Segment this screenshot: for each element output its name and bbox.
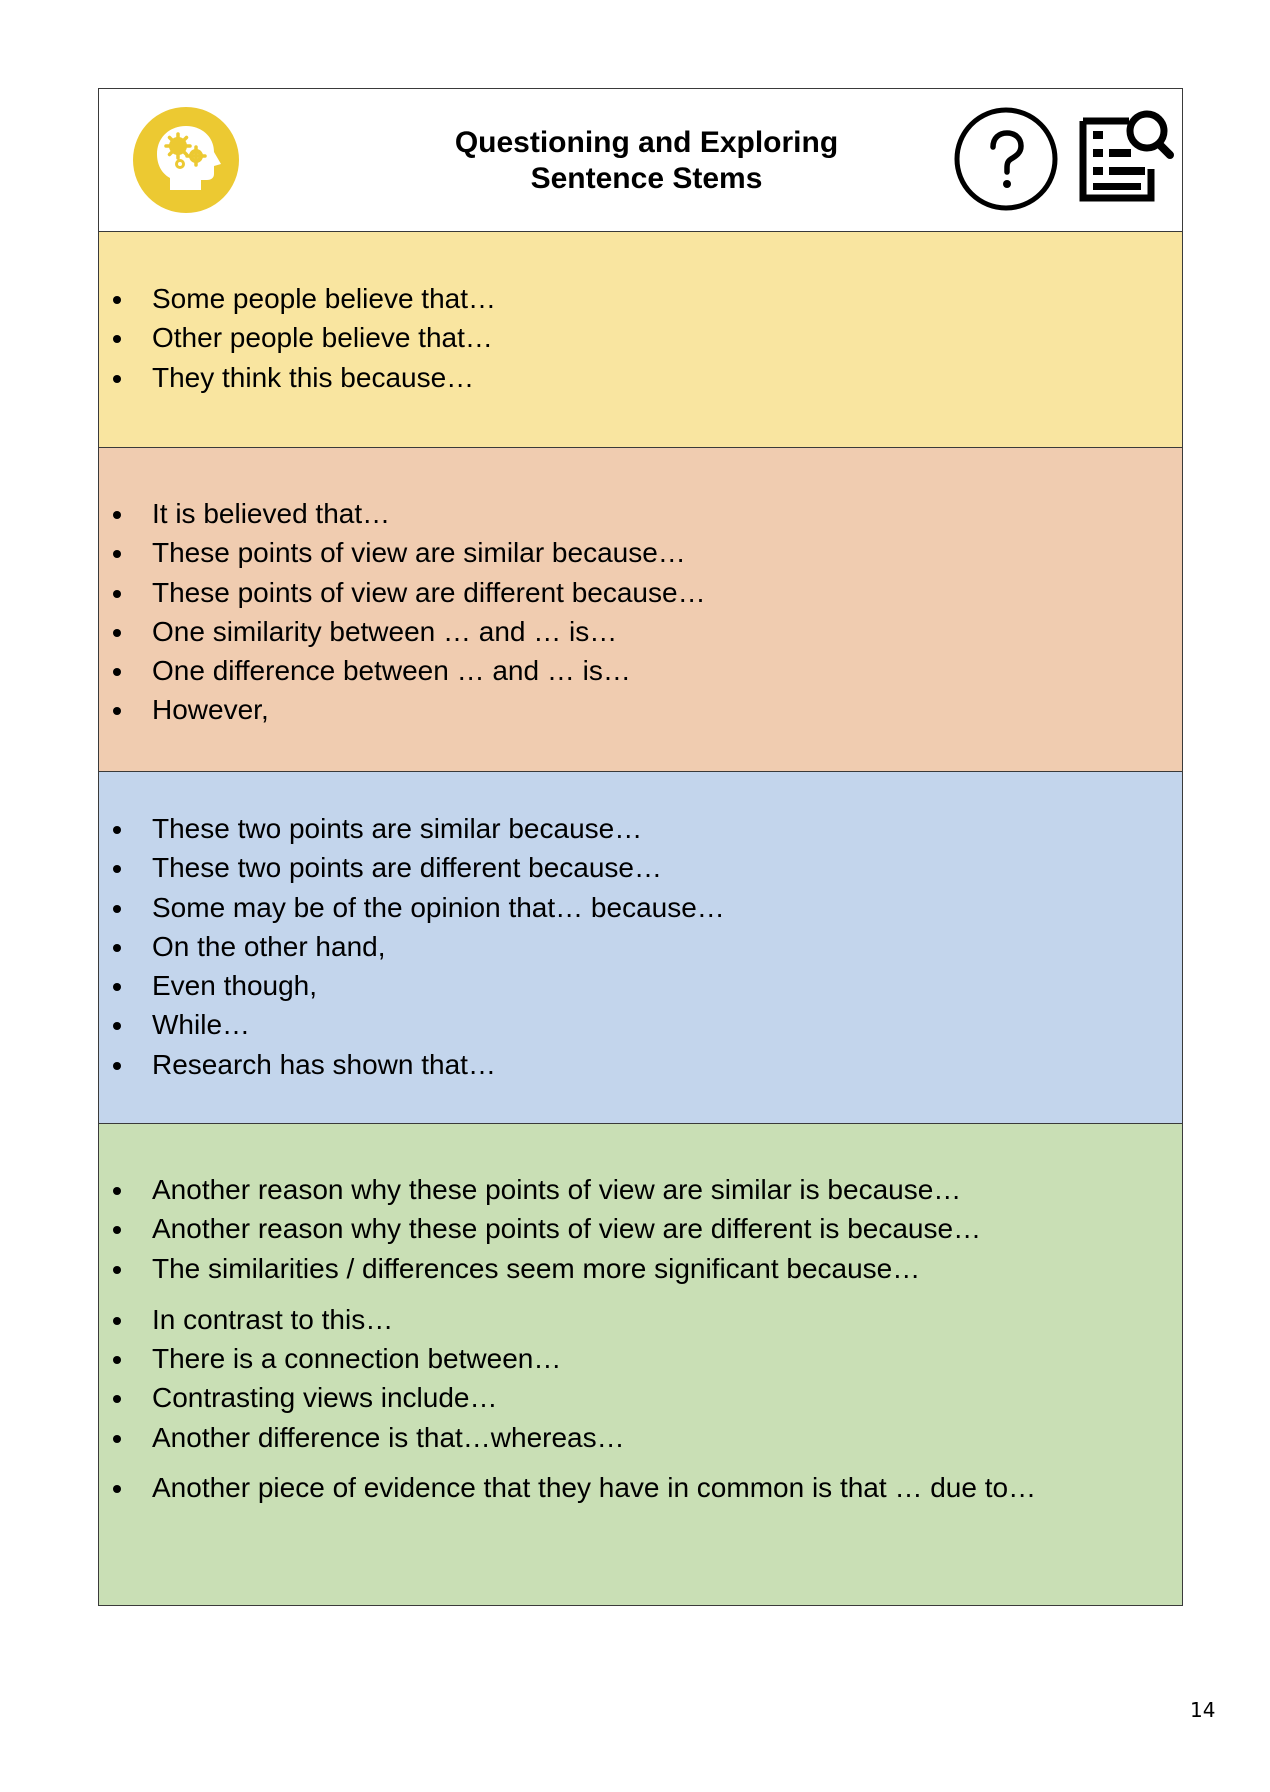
stems-section-1	[99, 232, 1182, 448]
list-item: Another reason why these points of view are similar is because…	[99, 1170, 1182, 1209]
document-magnifier-icon	[1077, 103, 1175, 203]
list-item: These points of view are similar because…	[99, 533, 1182, 572]
list-item: There is a connection between…	[99, 1339, 1182, 1378]
list-item: Some may be of the opinion that… because…	[99, 888, 1182, 927]
list-item: These points of view are different because…	[99, 573, 1182, 612]
card-header	[99, 89, 1182, 232]
stems-list-3	[99, 809, 1182, 1084]
list-item: These two points are different because…	[99, 848, 1182, 887]
list-item: One difference between … and … is…	[99, 651, 1182, 690]
list-item: In contrast to this…	[99, 1300, 1182, 1339]
stems-section-4	[99, 1124, 1182, 1605]
list-item: Other people believe that…	[99, 318, 1182, 357]
stems-section-2	[99, 448, 1182, 772]
list-item: However,	[99, 690, 1182, 729]
question-mark-circle-icon	[953, 106, 1059, 212]
list-item: It is believed that…	[99, 494, 1182, 533]
list-item: Another piece of evidence that they have in common is that … due to…	[99, 1468, 1182, 1507]
list-item: The similarities / differences seem more significant because…	[99, 1249, 1182, 1288]
list-item: On the other hand,	[99, 927, 1182, 966]
page-number: 14	[1190, 1698, 1216, 1722]
list-item: While…	[99, 1005, 1182, 1044]
list-item: Research has shown that…	[99, 1045, 1182, 1084]
list-item: These two points are similar because…	[99, 809, 1182, 848]
list-item: Contrasting views include…	[99, 1378, 1182, 1417]
sentence-stems-card	[98, 88, 1183, 1606]
title-line-1: Questioning and Exploring	[454, 126, 839, 159]
stems-list-2	[99, 494, 1182, 730]
list-item: They think this because…	[99, 358, 1182, 397]
list-item: Some people believe that…	[99, 279, 1182, 318]
stems-list-4	[99, 1170, 1182, 1507]
list-item: One similarity between … and … is…	[99, 612, 1182, 651]
list-item: Even though,	[99, 966, 1182, 1005]
stems-list-1	[99, 279, 1182, 397]
title-line-2: Sentence Stems	[530, 162, 763, 195]
stems-section-3	[99, 772, 1182, 1124]
list-item: Another difference is that…whereas…	[99, 1418, 1182, 1457]
list-item: Another reason why these points of view are different is because…	[99, 1209, 1182, 1248]
